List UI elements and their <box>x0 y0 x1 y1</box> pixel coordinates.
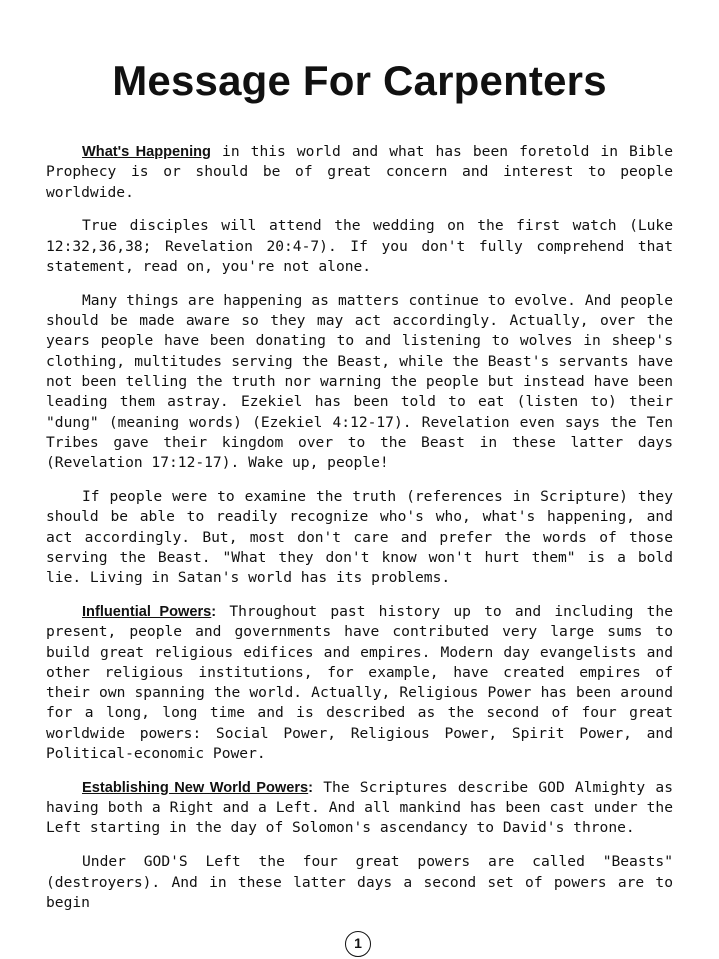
paragraph-establishing-powers <box>46 778 673 839</box>
paragraph-text: Under GOD'S Left the four great powers are called "Beasts" (destroyers). And in these latter days a second set of powers are to begin <box>46 853 673 911</box>
document-body <box>46 142 673 927</box>
heading-colon: : <box>211 603 217 620</box>
page-number-badge: 1 <box>345 931 371 957</box>
page-title: Message For Carpenters <box>112 57 607 104</box>
heading-whats-happening: What's Happening <box>82 144 211 160</box>
paragraph-many-things <box>46 291 673 474</box>
heading-influential-powers: Influential Powers <box>82 603 212 620</box>
paragraph-true-disciples <box>46 216 673 277</box>
paragraph-whats-happening <box>46 142 673 203</box>
paragraph-text: True disciples will attend the wedding on the first watch (Luke 12:32,36,38; Revelation 20:4-7). If you don't fully comprehend that statement, read on, you're not alone. <box>46 217 673 275</box>
paragraph-text: in this world and what has been foretold in Bible Prophecy is or should be of great concern and interest to people worldwide. <box>46 143 673 201</box>
paragraph-examine-truth <box>46 487 673 588</box>
paragraph-gods-left <box>46 852 673 913</box>
heading-colon: : <box>308 779 314 796</box>
paragraph-text: Many things are happening as matters continue to evolve. And people should be made aware so they may act accordingly. Actually, over the years people have been donating to and listening to wolves in sheep's clothing, multitudes serving the Beast, while the Beast's servants have not been telling the truth nor warning the people but instead have been leading them astray. Ezekiel has been told to eat (listen to) their "dung" (meaning words) (Ezekiel 4:12-17). Revelation even says the Ten Tribes gave their kingdom over to the Beast in these latter days (Revelation 17:12-17). Wake up, people! <box>46 291 673 472</box>
paragraph-text: Throughout past history up to and including the present, people and governments have contributed very large sums to build great religious edifices and empires. Modern day evangelists and other religious institutions, for example, have created empires of their own spanning the world. Actually, Religious Power has been around for a long, long time and is described as the second of four great worldwide powers: Social Power, Religious Power, Spirit Power, and Political-economic Power. <box>46 602 673 763</box>
paragraph-influential-powers <box>46 602 673 764</box>
paragraph-text: If people were to examine the truth (references in Scripture) they should be able to readily recognize who's who, what's happening, and act accordingly. But, most don't care and prefer the words of those serving the Beast. "What they don't know won't hurt them" is a bold lie. Living in Satan's world has its problems. <box>46 487 673 587</box>
heading-establishing-new-world-powers: Establishing New World Powers <box>82 779 309 796</box>
paragraph-text: The Scriptures describe GOD Almighty as having both a Right and a Left. And all mankind has been cast under the Left starting in the day of Solomon's ascendancy to David's throne. <box>46 778 673 837</box>
